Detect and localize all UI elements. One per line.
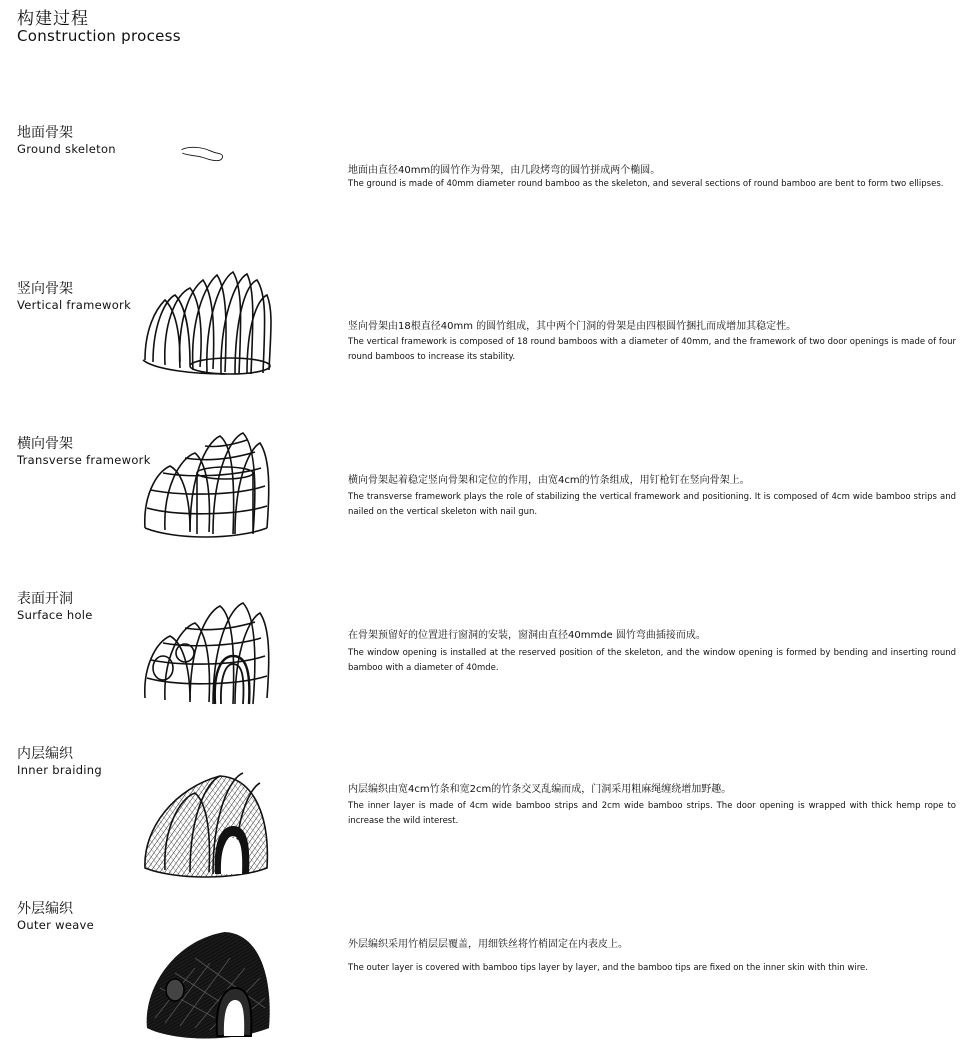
ground-skeleton-icon: [140, 146, 270, 196]
step-desc-zh: 竖向骨架由18根直径40mm 的圆竹组成，其中两个门洞的骨架是由四根圆竹捆扎而成增加其稳定性。: [348, 321, 797, 332]
step-desc-en: The ground is made of 40mm diameter round bamboo as the skeleton, and several sections of round bamboo are bent to form two ellipses.: [348, 179, 944, 189]
step-desc-en: The inner layer is made of 4cm wide bamboo strips and 2cm wide bamboo strips. The door opening is wrapped with thick hemp rope to increase the wild interest.: [348, 801, 956, 826]
transverse-framework-icon: [135, 428, 285, 548]
step-label-zh: 地面骨架: [17, 125, 73, 141]
step-label-en: Vertical framework: [17, 298, 132, 312]
step-desc-en: The transverse framework plays the role of stabilizing the vertical framework and positioning. It is composed of 4cm wide bamboo strips and nailed on the vertical skeleton with nail gun.: [348, 492, 956, 517]
step-label-zh: 横向骨架: [17, 436, 73, 452]
step-transverse-framework: [0, 433, 960, 583]
step-desc-zh: 外层编织采用竹梢层层覆盖，用细铁丝将竹梢固定在内表皮上。: [348, 939, 628, 950]
step-label-en: Ground skeleton: [17, 142, 116, 156]
step-label-zh: 内层编织: [17, 746, 73, 762]
page-title-zh: 构建过程: [17, 9, 89, 29]
step-desc-en: The vertical framework is composed of 18 round bamboos with a diameter of 40mm, and the framework of two door openings is made of four round bamboos to increase its stability.: [348, 337, 956, 362]
step-label-zh: 外层编织: [17, 901, 73, 917]
step-label-en: Outer weave: [17, 918, 95, 932]
step-ground-skeleton: [0, 122, 960, 272]
step-label-en: Inner braiding: [17, 763, 102, 777]
inner-braiding-icon: [135, 768, 285, 888]
step-inner-braiding: [0, 743, 960, 893]
step-desc-zh: 地面由直径40mm的圆竹作为骨架，由几段烤弯的圆竹拼成两个椭圆。: [348, 165, 661, 176]
step-desc-en: The window opening is installed at the reserved position of the skeleton, and the window opening is formed by bending and inserting round bamboo with a diameter of 40mde.: [348, 648, 956, 673]
vertical-framework-icon: [135, 270, 285, 390]
step-surface-hole: [0, 588, 960, 738]
step-label-zh: 竖向骨架: [17, 281, 73, 297]
surface-hole-icon: [135, 598, 285, 718]
step-outer-weave: [0, 898, 960, 1048]
step-desc-en: The outer layer is covered with bamboo tips layer by layer, and the bamboo tips are fixed on the inner skin with thin wire.: [348, 963, 868, 973]
step-label-en: Transverse framework: [17, 453, 151, 467]
step-desc-zh: 在骨架预留好的位置进行窗洞的安装，窗洞由直径40mmde 圆竹弯曲插接而成。: [348, 630, 706, 641]
page-title-en: Construction process: [17, 27, 181, 45]
step-desc-zh: 横向骨架起着稳定竖向骨架和定位的作用，由宽4cm的竹条组成，用钉枪钉在竖向骨架上。: [348, 475, 750, 486]
step-vertical-framework: [0, 278, 960, 428]
step-label-en: Surface hole: [17, 608, 93, 622]
step-desc-zh: 内层编织由宽4cm竹条和宽2cm的竹条交叉乱编而成，门洞采用粗麻绳缠绕增加野趣。: [348, 784, 732, 795]
step-label-zh: 表面开洞: [17, 591, 73, 607]
outer-weave-icon: [135, 928, 285, 1048]
